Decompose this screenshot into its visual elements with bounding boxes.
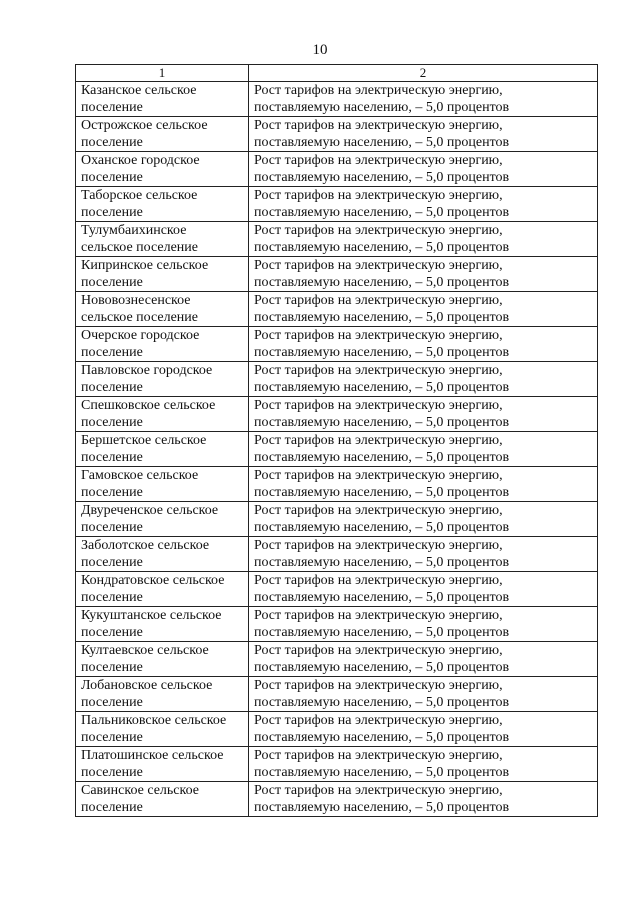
- settlement-name-line: поселение: [81, 100, 143, 115]
- settlement-name-line: поселение: [81, 135, 143, 150]
- tariff-text-line: поставляемую населению, – 5,0 процентов: [254, 275, 510, 290]
- table-row: [76, 327, 598, 362]
- settlement-name-line: Нововознесенское: [81, 293, 191, 308]
- tariff-text-line: Рост тарифов на электрическую энергию,: [254, 783, 503, 798]
- tariff-text-line: поставляемую населению, – 5,0 процентов: [254, 135, 510, 150]
- tariff-text-line: поставляемую населению, – 5,0 процентов: [254, 240, 510, 255]
- tariff-text-line: поставляемую населению, – 5,0 процентов: [254, 450, 510, 465]
- table-row: [76, 432, 598, 467]
- tariff-text-line: Рост тарифов на электрическую энергию,: [254, 573, 503, 588]
- tariff-text-line: Рост тарифов на электрическую энергию,: [254, 748, 503, 763]
- tariff-text-line: Рост тарифов на электрическую энергию,: [254, 258, 503, 273]
- header-row: [76, 65, 598, 82]
- tariff-text-line: поставляемую населению, – 5,0 процентов: [254, 765, 510, 780]
- table-row: [76, 222, 598, 257]
- table-row: [76, 292, 598, 327]
- tariff-text-cell: [249, 432, 598, 467]
- settlement-name-line: поселение: [81, 380, 143, 395]
- tariff-text-cell: [249, 82, 598, 117]
- settlement-name-cell: [76, 327, 249, 362]
- settlement-name-cell: [76, 712, 249, 747]
- settlement-name-cell: [76, 677, 249, 712]
- table-row: [76, 712, 598, 747]
- settlement-name-cell: [76, 187, 249, 222]
- tariff-text-line: Рост тарифов на электрическую энергию,: [254, 293, 503, 308]
- tariff-text-line: Рост тарифов на электрическую энергию,: [254, 153, 503, 168]
- settlement-name-line: поселение: [81, 730, 143, 745]
- settlement-name-cell: [76, 362, 249, 397]
- tariff-text-line: Рост тарифов на электрическую энергию,: [254, 363, 503, 378]
- table-row: [76, 152, 598, 187]
- tariff-text-cell: [249, 257, 598, 292]
- tariff-text-cell: [249, 607, 598, 642]
- tariff-text-line: Рост тарифов на электрическую энергию,: [254, 83, 503, 98]
- tariff-text-cell: [249, 327, 598, 362]
- settlement-name-cell: [76, 432, 249, 467]
- settlement-name-line: Тулумбаихинское: [81, 223, 187, 238]
- settlement-name-line: Пальниковское сельское: [81, 713, 227, 728]
- tariff-text-cell: [249, 642, 598, 677]
- tariff-text-cell: [249, 677, 598, 712]
- settlement-name-cell: [76, 292, 249, 327]
- settlement-name-line: Кондратовское сельское: [81, 573, 225, 588]
- settlement-name-line: Гамовское сельское: [81, 468, 199, 483]
- settlement-name-line: сельское поселение: [81, 310, 198, 325]
- tariff-text-cell: [249, 117, 598, 152]
- settlement-name-line: Бершетское сельское: [81, 433, 207, 448]
- settlement-name-line: Казанское сельское: [81, 83, 197, 98]
- column-header-2: 2: [249, 65, 598, 82]
- settlement-name-line: Кипринское сельское: [81, 258, 209, 273]
- settlement-name-line: Таборское сельское: [81, 188, 198, 203]
- table-row: [76, 607, 598, 642]
- tariff-text-cell: [249, 362, 598, 397]
- settlement-name-line: поселение: [81, 450, 143, 465]
- settlement-name-line: Очерское городское: [81, 328, 200, 343]
- table-row: [76, 747, 598, 782]
- tariff-text-line: поставляемую населению, – 5,0 процентов: [254, 625, 510, 640]
- tariff-text-line: поставляемую населению, – 5,0 процентов: [254, 380, 510, 395]
- table-row: [76, 117, 598, 152]
- settlement-name-cell: [76, 747, 249, 782]
- tariff-text-cell: [249, 222, 598, 257]
- table-row: [76, 502, 598, 537]
- settlement-name-cell: [76, 82, 249, 117]
- tariff-text-cell: [249, 397, 598, 432]
- tariff-text-line: Рост тарифов на электрическую энергию,: [254, 328, 503, 343]
- tariff-text-line: Рост тарифов на электрическую энергию,: [254, 118, 503, 133]
- settlement-name-line: поселение: [81, 555, 143, 570]
- settlement-name-line: Павловское городское: [81, 363, 213, 378]
- table-row: [76, 677, 598, 712]
- settlement-name-line: поселение: [81, 275, 143, 290]
- settlement-name-cell: [76, 537, 249, 572]
- tariff-text-line: поставляемую населению, – 5,0 процентов: [254, 590, 510, 605]
- tariff-text-line: Рост тарифов на электрическую энергию,: [254, 713, 503, 728]
- settlement-name-line: Спешковское сельское: [81, 398, 216, 413]
- tariff-text-cell: [249, 747, 598, 782]
- settlement-name-cell: [76, 222, 249, 257]
- tariff-text-cell: [249, 152, 598, 187]
- settlement-name-line: поселение: [81, 205, 143, 220]
- settlement-name-cell: [76, 397, 249, 432]
- table-row: [76, 537, 598, 572]
- tariff-text-line: поставляемую населению, – 5,0 процентов: [254, 100, 510, 115]
- settlement-name-line: сельское поселение: [81, 240, 198, 255]
- tariff-text-cell: [249, 782, 598, 817]
- settlement-name-cell: [76, 152, 249, 187]
- table-body: [76, 82, 598, 817]
- column-header-1: 1: [76, 65, 249, 82]
- tariff-text-line: поставляемую населению, – 5,0 процентов: [254, 345, 510, 360]
- settlement-name-line: Заболотское сельское: [81, 538, 210, 553]
- tariff-text-line: Рост тарифов на электрическую энергию,: [254, 223, 503, 238]
- settlement-name-line: Двуреченское сельское: [81, 503, 219, 518]
- settlement-name-cell: [76, 572, 249, 607]
- tariff-text-line: поставляемую населению, – 5,0 процентов: [254, 660, 510, 675]
- tariff-table: [75, 64, 598, 817]
- tariff-text-line: поставляемую населению, – 5,0 процентов: [254, 170, 510, 185]
- table-row: [76, 187, 598, 222]
- tariff-text-cell: [249, 712, 598, 747]
- tariff-text-line: Рост тарифов на электрическую энергию,: [254, 188, 503, 203]
- settlement-name-line: Култаевское сельское: [81, 643, 209, 658]
- settlement-name-line: поселение: [81, 625, 143, 640]
- table-row: [76, 642, 598, 677]
- tariff-text-line: поставляемую населению, – 5,0 процентов: [254, 555, 510, 570]
- tariff-text-line: Рост тарифов на электрическую энергию,: [254, 503, 503, 518]
- settlement-name-cell: [76, 782, 249, 817]
- settlement-name-line: поселение: [81, 765, 143, 780]
- settlement-name-line: поселение: [81, 485, 143, 500]
- table-row: [76, 572, 598, 607]
- tariff-text-cell: [249, 187, 598, 222]
- settlement-name-cell: [76, 642, 249, 677]
- tariff-text-line: Рост тарифов на электрическую энергию,: [254, 468, 503, 483]
- tariff-text-line: Рост тарифов на электрическую энергию,: [254, 678, 503, 693]
- tariff-text-line: поставляемую населению, – 5,0 процентов: [254, 730, 510, 745]
- settlement-name-line: поселение: [81, 800, 143, 815]
- tariff-text-cell: [249, 537, 598, 572]
- settlement-name-cell: [76, 502, 249, 537]
- table-row: [76, 82, 598, 117]
- tariff-text-line: Рост тарифов на электрическую энергию,: [254, 398, 503, 413]
- tariff-text-cell: [249, 467, 598, 502]
- settlement-name-line: поселение: [81, 415, 143, 430]
- settlement-name-line: Кукуштанское сельское: [81, 608, 222, 623]
- table-row: [76, 362, 598, 397]
- settlement-name-cell: [76, 467, 249, 502]
- tariff-text-line: поставляемую населению, – 5,0 процентов: [254, 205, 510, 220]
- settlement-name-line: Лобановское сельское: [81, 678, 213, 693]
- settlement-name-cell: [76, 257, 249, 292]
- tariff-text-cell: [249, 292, 598, 327]
- settlement-name-cell: [76, 117, 249, 152]
- settlement-name-line: поселение: [81, 590, 143, 605]
- table-header: [76, 65, 598, 82]
- table-row: [76, 782, 598, 817]
- tariff-text-line: Рост тарифов на электрическую энергию,: [254, 643, 503, 658]
- tariff-text-line: поставляемую населению, – 5,0 процентов: [254, 310, 510, 325]
- tariff-text-cell: [249, 572, 598, 607]
- tariff-text-line: поставляемую населению, – 5,0 процентов: [254, 800, 510, 815]
- table-row: [76, 397, 598, 432]
- tariff-text-line: поставляемую населению, – 5,0 процентов: [254, 520, 510, 535]
- settlement-name-cell: [76, 607, 249, 642]
- settlement-name-line: поселение: [81, 660, 143, 675]
- tariff-text-line: Рост тарифов на электрическую энергию,: [254, 538, 503, 553]
- page-number: 10: [312, 42, 328, 58]
- settlement-name-line: поселение: [81, 695, 143, 710]
- tariff-text-line: Рост тарифов на электрическую энергию,: [254, 608, 503, 623]
- settlement-name-line: Савинское сельское: [81, 783, 199, 798]
- settlement-name-line: поселение: [81, 170, 143, 185]
- settlement-name-line: поселение: [81, 345, 143, 360]
- table-row: [76, 257, 598, 292]
- table-row: [76, 467, 598, 502]
- tariff-text-line: Рост тарифов на электрическую энергию,: [254, 433, 503, 448]
- tariff-text-line: поставляемую населению, – 5,0 процентов: [254, 415, 510, 430]
- settlement-name-line: поселение: [81, 520, 143, 535]
- settlement-name-line: Платошинское сельское: [81, 748, 224, 763]
- tariff-text-line: поставляемую населению, – 5,0 процентов: [254, 695, 510, 710]
- settlement-name-line: Оханское городское: [81, 153, 200, 168]
- tariff-text-line: поставляемую населению, – 5,0 процентов: [254, 485, 510, 500]
- tariff-text-cell: [249, 502, 598, 537]
- settlement-name-line: Острожское сельское: [81, 118, 208, 133]
